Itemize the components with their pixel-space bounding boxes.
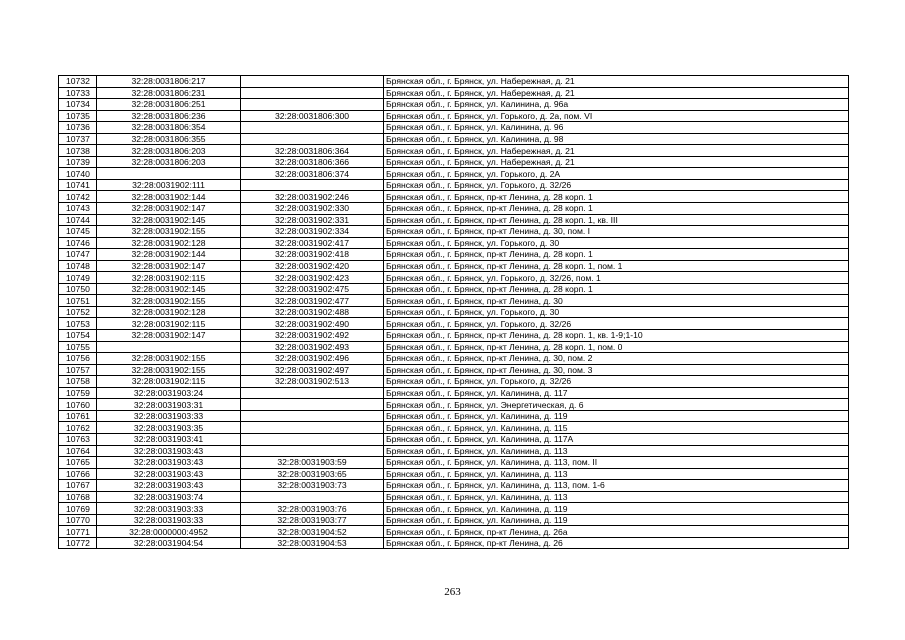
- related-cadastral-number-cell: 32:28:0031902:417: [241, 237, 384, 249]
- table-row: [59, 99, 849, 111]
- cadastral-number-cell: 32:28:0031902:128: [97, 306, 241, 318]
- address-cell: Брянская обл., г. Брянск, ул. Калинина, д. 96: [384, 122, 849, 134]
- table-row: [59, 191, 849, 203]
- cadastral-number-cell: [97, 341, 241, 353]
- related-cadastral-number-cell: [241, 122, 384, 134]
- table-row: [59, 168, 849, 180]
- table-row: [59, 260, 849, 272]
- row-number-cell: 10766: [59, 468, 97, 480]
- address-cell: Брянская обл., г. Брянск, пр-кт Ленина, д. 28 корп. 1: [384, 283, 849, 295]
- table-row: [59, 445, 849, 457]
- cadastral-number-cell: 32:28:0031902:155: [97, 295, 241, 307]
- row-number-cell: 10765: [59, 457, 97, 469]
- cadastral-number-cell: [97, 168, 241, 180]
- address-cell: Брянская обл., г. Брянск, ул. Калинина, д. 113: [384, 468, 849, 480]
- row-number-cell: 10734: [59, 99, 97, 111]
- address-cell: Брянская обл., г. Брянск, ул. Набережная, д. 21: [384, 76, 849, 88]
- related-cadastral-number-cell: 32:28:0031904:52: [241, 526, 384, 538]
- related-cadastral-number-cell: 32:28:0031903:73: [241, 480, 384, 492]
- related-cadastral-number-cell: [241, 76, 384, 88]
- related-cadastral-number-cell: 32:28:0031902:492: [241, 330, 384, 342]
- related-cadastral-number-cell: 32:28:0031902:331: [241, 214, 384, 226]
- cadastral-number-cell: 32:28:0031902:147: [97, 330, 241, 342]
- address-cell: Брянская обл., г. Брянск, пр-кт Ленина, д. 26а: [384, 526, 849, 538]
- cadastral-number-cell: 32:28:0031903:24: [97, 387, 241, 399]
- table-row: [59, 156, 849, 168]
- cadastral-number-cell: 32:28:0031903:33: [97, 514, 241, 526]
- row-number-cell: 10758: [59, 376, 97, 388]
- address-cell: Брянская обл., г. Брянск, пр-кт Ленина, д. 28 корп. 1: [384, 249, 849, 261]
- address-cell: Брянская обл., г. Брянск, пр-кт Ленина, д. 26: [384, 537, 849, 549]
- table-row: [59, 422, 849, 434]
- row-number-cell: 10772: [59, 537, 97, 549]
- row-number-cell: 10740: [59, 168, 97, 180]
- related-cadastral-number-cell: 32:28:0031904:53: [241, 537, 384, 549]
- table-row: [59, 433, 849, 445]
- address-cell: Брянская обл., г. Брянск, ул. Горького, д. 32/26: [384, 376, 849, 388]
- table-row: [59, 399, 849, 411]
- related-cadastral-number-cell: [241, 99, 384, 111]
- related-cadastral-number-cell: 32:28:0031903:59: [241, 457, 384, 469]
- table-row: [59, 318, 849, 330]
- table-row: [59, 306, 849, 318]
- related-cadastral-number-cell: [241, 422, 384, 434]
- table-row: [59, 457, 849, 469]
- address-cell: Брянская обл., г. Брянск, ул. Калинина, д. 119: [384, 410, 849, 422]
- address-cell: Брянская обл., г. Брянск, ул. Калинина, д. 117: [384, 387, 849, 399]
- address-cell: Брянская обл., г. Брянск, пр-кт Ленина, д. 28 корп. 1, кв. 1-9;1-10: [384, 330, 849, 342]
- table-row: [59, 491, 849, 503]
- cadastral-number-cell: 32:28:0031903:43: [97, 480, 241, 492]
- row-number-cell: 10738: [59, 145, 97, 157]
- row-number-cell: 10733: [59, 87, 97, 99]
- table-row: [59, 410, 849, 422]
- row-number-cell: 10761: [59, 410, 97, 422]
- address-cell: Брянская обл., г. Брянск, ул. Калинина, д. 98: [384, 133, 849, 145]
- address-cell: Брянская обл., г. Брянск, ул. Горького, д. 32/26: [384, 179, 849, 191]
- cadastral-number-cell: 32:28:0031806:203: [97, 156, 241, 168]
- row-number-cell: 10757: [59, 364, 97, 376]
- cadastral-number-cell: 32:28:0031903:43: [97, 445, 241, 457]
- address-cell: Брянская обл., г. Брянск, пр-кт Ленина, д. 30, пом. 3: [384, 364, 849, 376]
- row-number-cell: 10735: [59, 110, 97, 122]
- address-cell: Брянская обл., г. Брянск, ул. Горького, д. 30: [384, 306, 849, 318]
- related-cadastral-number-cell: 32:28:0031806:364: [241, 145, 384, 157]
- row-number-cell: 10759: [59, 387, 97, 399]
- row-number-cell: 10751: [59, 295, 97, 307]
- related-cadastral-number-cell: 32:28:0031902:493: [241, 341, 384, 353]
- cadastral-number-cell: 32:28:0000000:4952: [97, 526, 241, 538]
- address-cell: Брянская обл., г. Брянск, пр-кт Ленина, д. 30, пом. I: [384, 226, 849, 238]
- cadastral-number-cell: 32:28:0031902:115: [97, 318, 241, 330]
- related-cadastral-number-cell: 32:28:0031902:513: [241, 376, 384, 388]
- address-cell: Брянская обл., г. Брянск, ул. Горького, д. 32/26: [384, 318, 849, 330]
- address-cell: Брянская обл., г. Брянск, пр-кт Ленина, д. 28 корп. 1: [384, 191, 849, 203]
- row-number-cell: 10770: [59, 514, 97, 526]
- address-cell: Брянская обл., г. Брянск, ул. Горького, д. 32/26, пом. 1: [384, 272, 849, 284]
- address-cell: Брянская обл., г. Брянск, ул. Калинина, д. 117А: [384, 433, 849, 445]
- related-cadastral-number-cell: [241, 133, 384, 145]
- cadastral-number-cell: 32:28:0031903:31: [97, 399, 241, 411]
- address-cell: Брянская обл., г. Брянск, ул. Набережная, д. 21: [384, 156, 849, 168]
- table-row: [59, 376, 849, 388]
- related-cadastral-number-cell: 32:28:0031902:330: [241, 203, 384, 215]
- cadastral-number-cell: 32:28:0031806:251: [97, 99, 241, 111]
- related-cadastral-number-cell: 32:28:0031902:497: [241, 364, 384, 376]
- table-row: [59, 179, 849, 191]
- table-row: [59, 76, 849, 88]
- row-number-cell: 10769: [59, 503, 97, 515]
- row-number-cell: 10763: [59, 433, 97, 445]
- related-cadastral-number-cell: [241, 410, 384, 422]
- related-cadastral-number-cell: 32:28:0031902:496: [241, 353, 384, 365]
- cadastral-number-cell: 32:28:0031903:41: [97, 433, 241, 445]
- table-row: [59, 283, 849, 295]
- registry-table: [58, 75, 849, 549]
- address-cell: Брянская обл., г. Брянск, ул. Горького, д. 30: [384, 237, 849, 249]
- table-row: [59, 480, 849, 492]
- cadastral-number-cell: 32:28:0031806:203: [97, 145, 241, 157]
- row-number-cell: 10760: [59, 399, 97, 411]
- row-number-cell: 10756: [59, 353, 97, 365]
- address-cell: Брянская обл., г. Брянск, ул. Горького, д. 2А: [384, 168, 849, 180]
- row-number-cell: 10754: [59, 330, 97, 342]
- address-cell: Брянская обл., г. Брянск, пр-кт Ленина, д. 28 корп. 1, пом. 1: [384, 260, 849, 272]
- related-cadastral-number-cell: 32:28:0031902:420: [241, 260, 384, 272]
- row-number-cell: 10752: [59, 306, 97, 318]
- related-cadastral-number-cell: 32:28:0031806:374: [241, 168, 384, 180]
- related-cadastral-number-cell: 32:28:0031903:77: [241, 514, 384, 526]
- cadastral-number-cell: 32:28:0031903:35: [97, 422, 241, 434]
- row-number-cell: 10762: [59, 422, 97, 434]
- related-cadastral-number-cell: 32:28:0031902:475: [241, 283, 384, 295]
- table-row: [59, 295, 849, 307]
- row-number-cell: 10764: [59, 445, 97, 457]
- related-cadastral-number-cell: [241, 87, 384, 99]
- address-cell: Брянская обл., г. Брянск, пр-кт Ленина, д. 28 корп. 1, кв. III: [384, 214, 849, 226]
- address-cell: Брянская обл., г. Брянск, ул. Калинина, д. 119: [384, 503, 849, 515]
- row-number-cell: 10732: [59, 76, 97, 88]
- cadastral-number-cell: 32:28:0031902:144: [97, 249, 241, 261]
- row-number-cell: 10744: [59, 214, 97, 226]
- related-cadastral-number-cell: 32:28:0031806:366: [241, 156, 384, 168]
- row-number-cell: 10768: [59, 491, 97, 503]
- related-cadastral-number-cell: 32:28:0031902:488: [241, 306, 384, 318]
- row-number-cell: 10745: [59, 226, 97, 238]
- cadastral-number-cell: 32:28:0031904:54: [97, 537, 241, 549]
- address-cell: Брянская обл., г. Брянск, пр-кт Ленина, д. 28 корп. 1: [384, 203, 849, 215]
- row-number-cell: 10749: [59, 272, 97, 284]
- cadastral-number-cell: 32:28:0031806:217: [97, 76, 241, 88]
- address-cell: Брянская обл., г. Брянск, пр-кт Ленина, д. 28 корп. 1, пом. 0: [384, 341, 849, 353]
- row-number-cell: 10741: [59, 179, 97, 191]
- address-cell: Брянская обл., г. Брянск, ул. Калинина, д. 96а: [384, 99, 849, 111]
- cadastral-number-cell: 32:28:0031903:43: [97, 457, 241, 469]
- cadastral-number-cell: 32:28:0031903:74: [97, 491, 241, 503]
- related-cadastral-number-cell: 32:28:0031903:65: [241, 468, 384, 480]
- table-row: [59, 353, 849, 365]
- address-cell: Брянская обл., г. Брянск, ул. Набережная, д. 21: [384, 87, 849, 99]
- cadastral-number-cell: 32:28:0031903:33: [97, 410, 241, 422]
- table-row: [59, 526, 849, 538]
- cadastral-number-cell: 32:28:0031806:236: [97, 110, 241, 122]
- cadastral-number-cell: 32:28:0031903:43: [97, 468, 241, 480]
- row-number-cell: 10743: [59, 203, 97, 215]
- cadastral-number-cell: 32:28:0031806:354: [97, 122, 241, 134]
- cadastral-number-cell: 32:28:0031902:147: [97, 260, 241, 272]
- table-row: [59, 226, 849, 238]
- cadastral-number-cell: 32:28:0031902:144: [97, 191, 241, 203]
- page-number: 263: [444, 586, 461, 598]
- cadastral-number-cell: 32:28:0031902:155: [97, 226, 241, 238]
- cadastral-number-cell: 32:28:0031902:147: [97, 203, 241, 215]
- related-cadastral-number-cell: 32:28:0031902:334: [241, 226, 384, 238]
- related-cadastral-number-cell: [241, 433, 384, 445]
- cadastral-number-cell: 32:28:0031902:145: [97, 283, 241, 295]
- table-row: [59, 387, 849, 399]
- address-cell: Брянская обл., г. Брянск, ул. Энергетическая, д. 6: [384, 399, 849, 411]
- cadastral-number-cell: 32:28:0031902:155: [97, 353, 241, 365]
- related-cadastral-number-cell: 32:28:0031902:477: [241, 295, 384, 307]
- related-cadastral-number-cell: 32:28:0031902:246: [241, 191, 384, 203]
- table-row: [59, 330, 849, 342]
- address-cell: Брянская обл., г. Брянск, ул. Калинина, д. 113, пом. II: [384, 457, 849, 469]
- cadastral-number-cell: 32:28:0031902:128: [97, 237, 241, 249]
- cadastral-number-cell: 32:28:0031902:115: [97, 376, 241, 388]
- cadastral-number-cell: 32:28:0031902:145: [97, 214, 241, 226]
- table-row: [59, 514, 849, 526]
- address-cell: Брянская обл., г. Брянск, пр-кт Ленина, д. 30, пом. 2: [384, 353, 849, 365]
- cadastral-number-cell: 32:28:0031902:155: [97, 364, 241, 376]
- related-cadastral-number-cell: 32:28:0031902:490: [241, 318, 384, 330]
- row-number-cell: 10767: [59, 480, 97, 492]
- related-cadastral-number-cell: 32:28:0031902:418: [241, 249, 384, 261]
- row-number-cell: 10736: [59, 122, 97, 134]
- table-row: [59, 468, 849, 480]
- address-cell: Брянская обл., г. Брянск, ул. Калинина, д. 119: [384, 514, 849, 526]
- row-number-cell: 10753: [59, 318, 97, 330]
- related-cadastral-number-cell: [241, 179, 384, 191]
- related-cadastral-number-cell: [241, 399, 384, 411]
- row-number-cell: 10755: [59, 341, 97, 353]
- address-cell: Брянская обл., г. Брянск, ул. Набережная, д. 21: [384, 145, 849, 157]
- table-row: [59, 249, 849, 261]
- row-number-cell: 10748: [59, 260, 97, 272]
- row-number-cell: 10746: [59, 237, 97, 249]
- related-cadastral-number-cell: 32:28:0031806:300: [241, 110, 384, 122]
- cadastral-number-cell: 32:28:0031903:33: [97, 503, 241, 515]
- related-cadastral-number-cell: [241, 491, 384, 503]
- registry-table-body: [59, 76, 849, 549]
- table-row: [59, 272, 849, 284]
- row-number-cell: 10739: [59, 156, 97, 168]
- related-cadastral-number-cell: [241, 387, 384, 399]
- table-row: [59, 341, 849, 353]
- table-row: [59, 122, 849, 134]
- table-row: [59, 145, 849, 157]
- address-cell: Брянская обл., г. Брянск, ул. Калинина, д. 113: [384, 491, 849, 503]
- related-cadastral-number-cell: [241, 445, 384, 457]
- address-cell: Брянская обл., г. Брянск, ул. Калинина, д. 115: [384, 422, 849, 434]
- cadastral-number-cell: 32:28:0031902:115: [97, 272, 241, 284]
- row-number-cell: 10742: [59, 191, 97, 203]
- cadastral-number-cell: 32:28:0031806:355: [97, 133, 241, 145]
- table-row: [59, 203, 849, 215]
- row-number-cell: 10771: [59, 526, 97, 538]
- table-row: [59, 214, 849, 226]
- related-cadastral-number-cell: 32:28:0031902:423: [241, 272, 384, 284]
- table-row: [59, 110, 849, 122]
- row-number-cell: 10750: [59, 283, 97, 295]
- cadastral-number-cell: 32:28:0031806:231: [97, 87, 241, 99]
- table-row: [59, 364, 849, 376]
- cadastral-number-cell: 32:28:0031902:111: [97, 179, 241, 191]
- row-number-cell: 10737: [59, 133, 97, 145]
- address-cell: Брянская обл., г. Брянск, ул. Горького, д. 2а, пом. VI: [384, 110, 849, 122]
- related-cadastral-number-cell: 32:28:0031903:76: [241, 503, 384, 515]
- table-row: [59, 503, 849, 515]
- table-row: [59, 537, 849, 549]
- address-cell: Брянская обл., г. Брянск, ул. Калинина, д. 113: [384, 445, 849, 457]
- table-row: [59, 237, 849, 249]
- address-cell: Брянская обл., г. Брянск, пр-кт Ленина, д. 30: [384, 295, 849, 307]
- table-row: [59, 133, 849, 145]
- row-number-cell: 10747: [59, 249, 97, 261]
- table-row: [59, 87, 849, 99]
- address-cell: Брянская обл., г. Брянск, ул. Калинина, д. 113, пом. 1-6: [384, 480, 849, 492]
